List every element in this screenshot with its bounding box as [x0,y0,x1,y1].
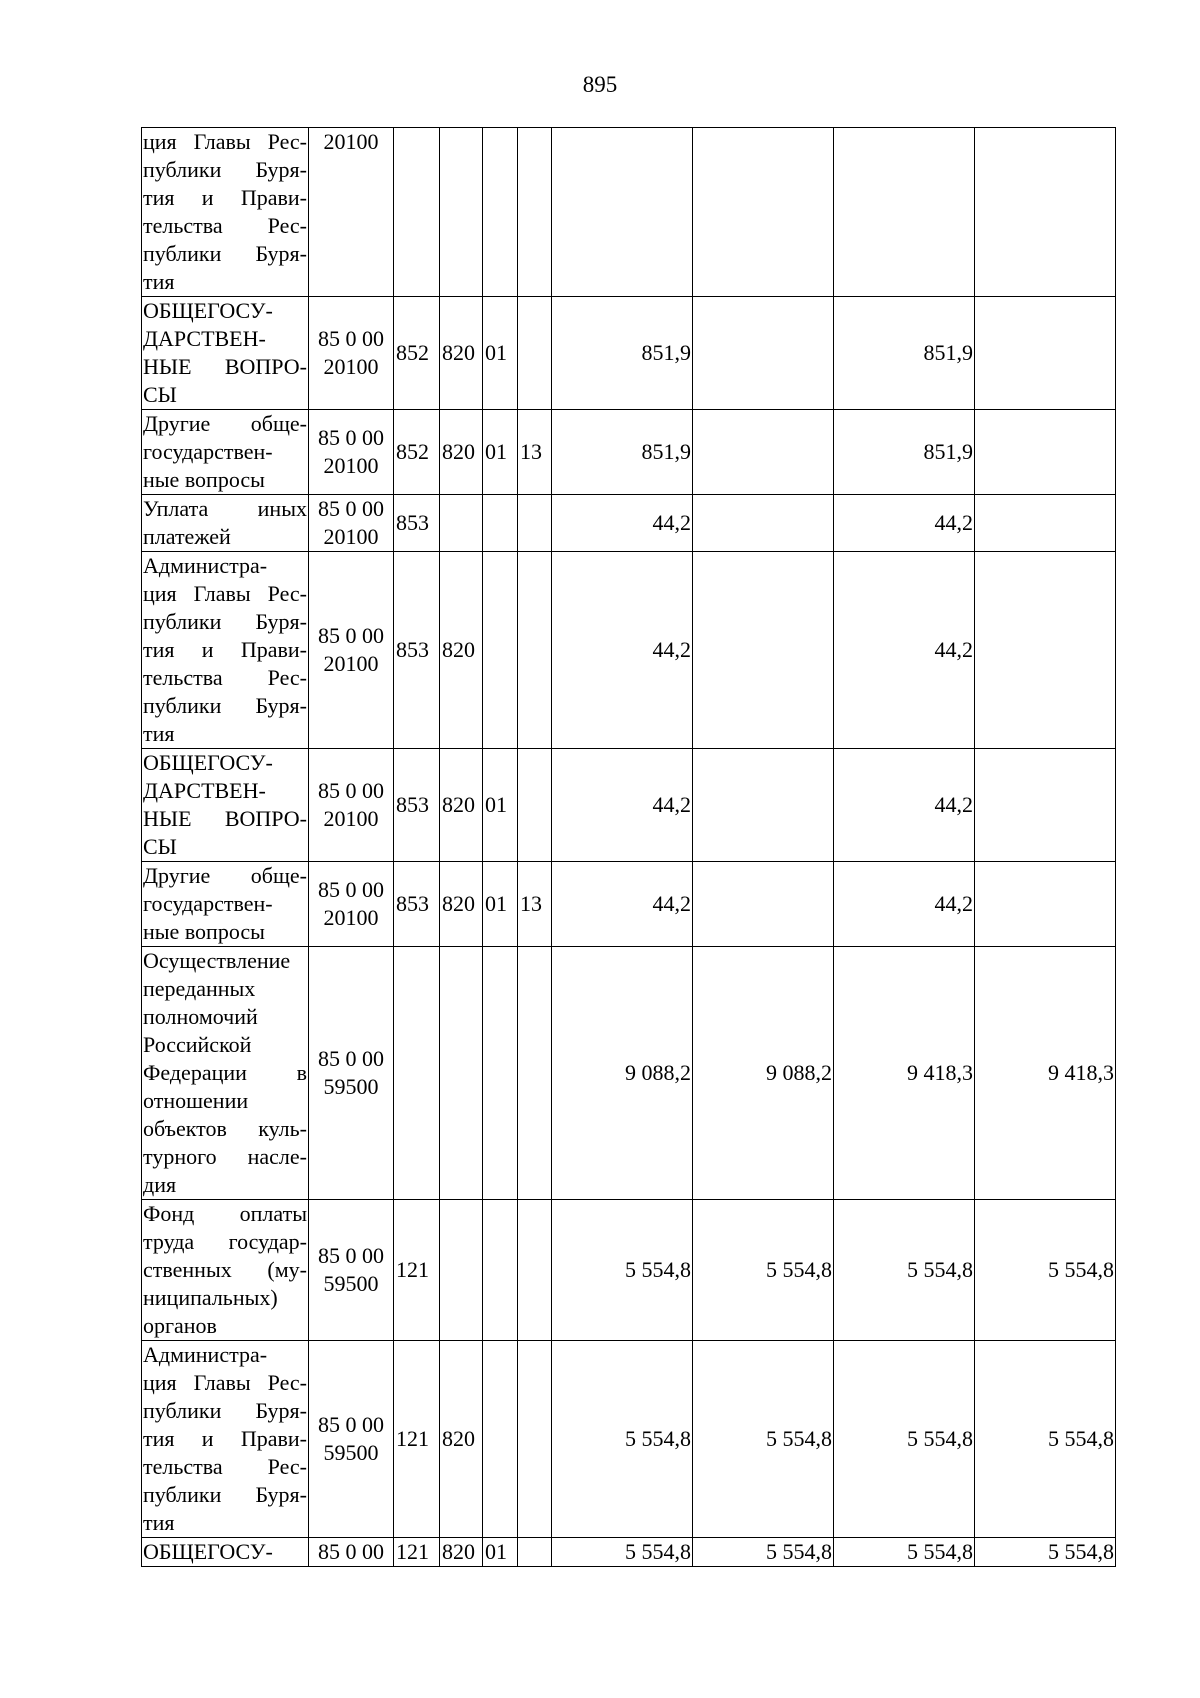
row-target-article [309,1538,394,1567]
target-article-line: 59500 [323,1074,379,1099]
row-name-line: ственных (му- [143,1257,307,1282]
target-article-line: 85 0 00 [318,1046,384,1071]
row-subsection [518,128,552,297]
row-amount-3: 851,9 [834,297,975,410]
row-name-line: тия [143,269,175,294]
row-name [142,410,309,495]
table-row [142,410,1116,495]
table-row [142,1341,1116,1538]
row-name-line: отношении [143,1088,249,1113]
row-admin-code [440,1200,483,1341]
row-name-line: тия и Прави- [143,185,307,210]
row-name-line: публики Буря- [143,157,307,182]
row-name-line: ция Главы Рес- [143,129,307,154]
row-amount-2 [693,862,834,947]
row-subsection [518,749,552,862]
row-amount-4: 5 554,8 [975,1538,1116,1567]
row-amount-4 [975,552,1116,749]
row-expense-type: 852 [394,297,440,410]
table-row [142,552,1116,749]
row-name-line: тельства Рес- [143,665,307,690]
row-target-article [309,862,394,947]
row-section [483,1200,518,1341]
row-amount-3: 44,2 [834,495,975,552]
table-row [142,749,1116,862]
row-name-line: Другие обще- [143,863,307,888]
row-target-article [309,128,394,297]
row-name-line: турного насле- [143,1144,307,1169]
row-amount-4: 5 554,8 [975,1341,1116,1538]
row-section: 01 [483,862,518,947]
row-name-line: государствен- [143,439,273,464]
row-target-article [309,1341,394,1538]
table-row [142,1200,1116,1341]
row-name-line: платежей [143,524,231,549]
row-subsection [518,947,552,1200]
row-name [142,1538,309,1567]
row-name-line: ДАРСТВЕН- [143,778,266,803]
row-amount-2: 9 088,2 [693,947,834,1200]
row-name-line: ные вопросы [143,919,265,944]
row-name-line: Администра- [143,1342,268,1367]
row-name-line: переданных [143,976,256,1001]
row-subsection [518,552,552,749]
row-name-line: органов [143,1313,217,1338]
target-article-line: 20100 [323,453,379,478]
row-expense-type: 853 [394,552,440,749]
row-name-line: тия и Прави- [143,637,307,662]
row-amount-2 [693,749,834,862]
row-target-article [309,495,394,552]
row-name-line: Российской [143,1032,252,1057]
row-target-article [309,297,394,410]
row-name-line: Другие обще- [143,411,307,436]
row-admin-code: 820 [440,1341,483,1538]
row-section [483,128,518,297]
row-amount-4 [975,862,1116,947]
row-name-line: НЫЕ ВОПРО- [143,354,307,379]
row-amount-4: 5 554,8 [975,1200,1116,1341]
row-name [142,1200,309,1341]
row-amount-4 [975,297,1116,410]
row-amount-3: 5 554,8 [834,1538,975,1567]
row-name-line: Фонд оплаты [143,1201,307,1226]
row-name-line: ОБЩЕГОСУ- [143,750,273,775]
row-name-line: ДАРСТВЕН- [143,326,266,351]
row-name-line: полномочий [143,1004,258,1029]
row-expense-type: 853 [394,749,440,862]
row-expense-type: 121 [394,1538,440,1567]
target-article-line: 85 0 00 [318,877,384,902]
budget-table [141,127,1116,1567]
row-section: 01 [483,1538,518,1567]
row-expense-type: 852 [394,410,440,495]
row-admin-code: 820 [440,749,483,862]
row-amount-3: 851,9 [834,410,975,495]
row-amount-1: 9 088,2 [552,947,693,1200]
row-section: 01 [483,410,518,495]
row-amount-3 [834,128,975,297]
row-amount-2 [693,552,834,749]
row-name-line: тельства Рес- [143,213,307,238]
target-article-line: 59500 [323,1271,379,1296]
row-amount-3: 5 554,8 [834,1200,975,1341]
row-name-line: тельства Рес- [143,1454,307,1479]
row-name [142,297,309,410]
row-amount-2: 5 554,8 [693,1200,834,1341]
table-row [142,862,1116,947]
row-amount-1: 851,9 [552,297,693,410]
target-article-line: 85 0 00 [318,326,384,351]
row-section [483,495,518,552]
row-amount-1: 5 554,8 [552,1200,693,1341]
row-amount-1: 851,9 [552,410,693,495]
row-amount-4 [975,410,1116,495]
target-article-line: 85 0 00 [318,1412,384,1437]
row-subsection: 13 [518,862,552,947]
row-name [142,495,309,552]
row-name-line: СЫ [143,834,177,859]
row-amount-3: 44,2 [834,552,975,749]
target-article-line: 85 0 00 [318,623,384,648]
row-amount-1: 5 554,8 [552,1341,693,1538]
target-article-line: 85 0 00 [318,496,384,521]
row-name [142,1341,309,1538]
target-article-line: 20100 [323,354,379,379]
row-target-article [309,1200,394,1341]
row-subsection: 13 [518,410,552,495]
row-name-line: дия [143,1172,177,1197]
target-article-line: 20100 [323,129,379,154]
row-name-line: публики Буря- [143,609,307,634]
target-article-line: 20100 [323,524,379,549]
row-amount-1: 44,2 [552,749,693,862]
row-name-line: тия и Прави- [143,1426,307,1451]
row-name [142,749,309,862]
row-subsection [518,1538,552,1567]
table-row [142,128,1116,297]
row-section [483,947,518,1200]
row-name-line: публики Буря- [143,1482,307,1507]
row-name-line: ные вопросы [143,467,265,492]
row-admin-code: 820 [440,297,483,410]
row-admin-code: 820 [440,410,483,495]
row-expense-type: 121 [394,1341,440,1538]
row-name-line: СЫ [143,382,177,407]
target-article-line: 20100 [323,651,379,676]
row-target-article [309,749,394,862]
target-article-line: 59500 [323,1440,379,1465]
table-row [142,947,1116,1200]
row-amount-2: 5 554,8 [693,1341,834,1538]
row-amount-2 [693,297,834,410]
row-amount-2: 5 554,8 [693,1538,834,1567]
page-number: 895 [582,72,618,97]
row-name-line: объектов куль- [143,1116,307,1141]
row-amount-1: 44,2 [552,862,693,947]
row-section [483,552,518,749]
row-name-line: ция Главы Рес- [143,581,307,606]
row-expense-type: 853 [394,862,440,947]
row-name-line: ниципальных) [143,1285,278,1310]
row-name-line: труда государ- [143,1229,307,1254]
row-name [142,862,309,947]
row-expense-type [394,128,440,297]
row-amount-1 [552,128,693,297]
row-amount-2 [693,410,834,495]
row-expense-type [394,947,440,1200]
row-name-line: ция Главы Рес- [143,1370,307,1395]
row-amount-2 [693,495,834,552]
target-article-line: 85 0 00 [318,778,384,803]
row-admin-code: 820 [440,552,483,749]
row-name [142,128,309,297]
row-amount-1: 44,2 [552,552,693,749]
row-admin-code [440,128,483,297]
row-target-article [309,947,394,1200]
row-name-line: Администра- [143,553,268,578]
row-amount-4 [975,128,1116,297]
row-name-line: ОБЩЕГОСУ- [143,298,273,323]
row-amount-4 [975,495,1116,552]
row-subsection [518,297,552,410]
table-row [142,1538,1116,1567]
row-name [142,947,309,1200]
table-row [142,495,1116,552]
row-name-line: Уплата иных [143,496,307,521]
row-name-line: НЫЕ ВОПРО- [143,806,307,831]
target-article-line: 20100 [323,806,379,831]
row-expense-type: 121 [394,1200,440,1341]
target-article-line: 85 0 00 [318,425,384,450]
row-amount-1: 5 554,8 [552,1538,693,1567]
row-expense-type: 853 [394,495,440,552]
row-amount-3: 5 554,8 [834,1341,975,1538]
row-name [142,552,309,749]
row-admin-code [440,947,483,1200]
row-amount-3: 44,2 [834,749,975,862]
row-name-line: ОБЩЕГОСУ- [143,1539,273,1564]
row-name-line: тия [143,721,175,746]
row-target-article [309,410,394,495]
row-subsection [518,1341,552,1538]
row-admin-code [440,495,483,552]
row-name-line: публики Буря- [143,241,307,266]
row-section [483,1341,518,1538]
row-amount-3: 44,2 [834,862,975,947]
row-target-article [309,552,394,749]
row-name-line: Осуществление [143,948,291,973]
row-admin-code: 820 [440,862,483,947]
row-name-line: Федерации в [143,1060,307,1085]
row-amount-4 [975,749,1116,862]
row-name-line: государствен- [143,891,273,916]
row-admin-code: 820 [440,1538,483,1567]
table-row [142,297,1116,410]
row-subsection [518,1200,552,1341]
row-name-line: тия [143,1510,175,1535]
row-subsection [518,495,552,552]
row-amount-1: 44,2 [552,495,693,552]
row-name-line: публики Буря- [143,693,307,718]
row-name-line: публики Буря- [143,1398,307,1423]
target-article-line: 85 0 00 [318,1243,384,1268]
row-section: 01 [483,749,518,862]
target-article-line: 85 0 00 [318,1539,384,1564]
row-amount-2 [693,128,834,297]
row-amount-4: 9 418,3 [975,947,1116,1200]
row-section: 01 [483,297,518,410]
row-amount-3: 9 418,3 [834,947,975,1200]
target-article-line: 20100 [323,905,379,930]
